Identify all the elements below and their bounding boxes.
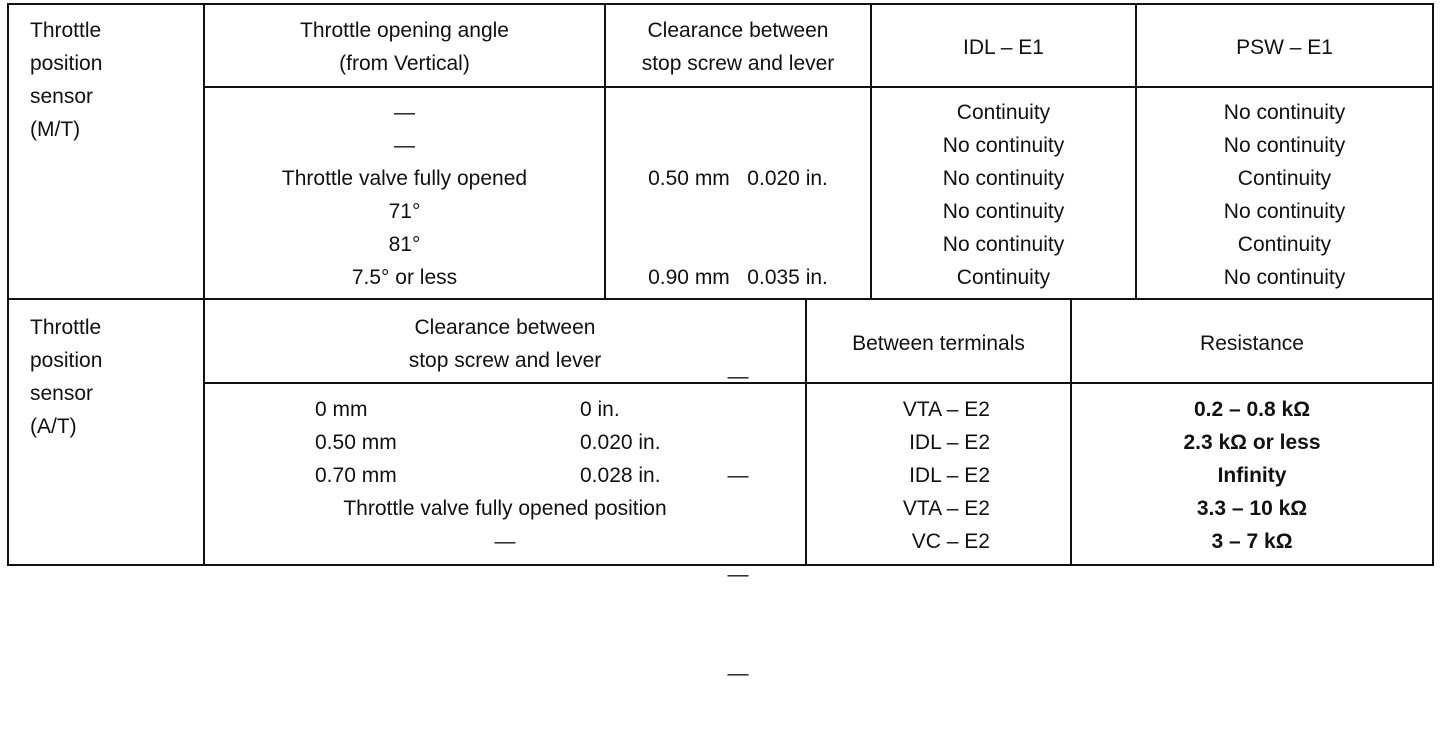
table-cell: Continuity [956, 101, 1051, 124]
table-cell: 71° [388, 200, 421, 223]
table-cell: — [394, 101, 415, 124]
header-throttle-opening-angle: Throttle opening angle (from Vertical) [300, 19, 509, 75]
table-cell: 0.028 in. [580, 464, 661, 487]
table-cell: No continuity [942, 134, 1065, 157]
table-cell: No continuity [942, 200, 1065, 223]
table-cell: 2.3 kΩ or less [1183, 431, 1321, 454]
table-cell: IDL – E2 [909, 431, 990, 454]
table-cell: — [494, 530, 516, 553]
mt-idl-column [872, 96, 1135, 294]
table-cell: No continuity [942, 167, 1065, 190]
at-section-label: Throttle position sensor (A/T) [30, 316, 103, 438]
table-cell: 0.2 – 0.8 kΩ [1193, 398, 1311, 421]
table-cell: 0.90 mm 0.035 in. [648, 266, 828, 289]
table-cell: IDL – E2 [909, 464, 990, 487]
table-cell: 0.50 mm 0.020 in. [648, 167, 828, 190]
table-cell: 3.3 – 10 kΩ [1196, 497, 1308, 520]
table-cell: Continuity [1237, 167, 1332, 190]
table-cell: VTA – E2 [902, 497, 990, 520]
table-cell: 0 in. [580, 398, 620, 421]
table-cell: 0.50 mm [315, 431, 397, 454]
header-between-terminals: Between terminals [852, 332, 1025, 355]
header-idl-e1: IDL – E1 [963, 36, 1044, 59]
table-cell: No continuity [1223, 200, 1346, 223]
header-psw-e1: PSW – E1 [1236, 36, 1333, 59]
table-cell: — [727, 563, 749, 586]
table-cell: Continuity [956, 266, 1051, 289]
table-cell: — [394, 134, 415, 157]
table-cell: 81° [388, 233, 421, 256]
table-border-right [1432, 3, 1434, 566]
table-border-top [7, 3, 1434, 5]
header-clearance: Clearance between stop screw and lever [641, 19, 835, 75]
table-cell: Continuity [1237, 233, 1332, 256]
table-cell: Throttle valve fully opened [281, 167, 528, 190]
table-cell: — [727, 365, 749, 388]
at-resistance-column [1072, 393, 1432, 558]
table-cell: 0.70 mm [315, 464, 397, 487]
table-cell: No continuity [1223, 266, 1346, 289]
table-cell: No continuity [942, 233, 1065, 256]
mt-section-label: Throttle position sensor (M/T) [30, 19, 103, 141]
table-border-left [7, 3, 9, 566]
at-header-clearance: Clearance between stop screw and lever [408, 316, 602, 372]
mt-header-divider [203, 86, 1434, 88]
table-cell: 7.5° or less [351, 266, 458, 289]
mt-angle-column [205, 96, 604, 294]
at-terminals-column [807, 393, 990, 558]
table-cell: No continuity [1223, 101, 1346, 124]
table-cell: — [727, 662, 749, 685]
at-clearance-mm-column [315, 393, 397, 492]
table-cell: VC – E2 [911, 530, 990, 553]
table-cell: Infinity [1217, 464, 1287, 487]
table-cell: 3 – 7 kΩ [1211, 530, 1293, 553]
table-cell: 0 mm [315, 398, 368, 421]
table-cell: No continuity [1223, 134, 1346, 157]
table-cell: Throttle valve fully opened position [343, 497, 667, 520]
table-cell: VTA – E2 [902, 398, 990, 421]
at-clearance-in-column [580, 393, 661, 492]
mt-psw-column [1137, 96, 1432, 294]
at-clearance-extra [205, 492, 805, 558]
header-resistance: Resistance [1200, 332, 1304, 355]
table-cell: — [727, 464, 749, 487]
table-cell: 0.020 in. [580, 431, 661, 454]
